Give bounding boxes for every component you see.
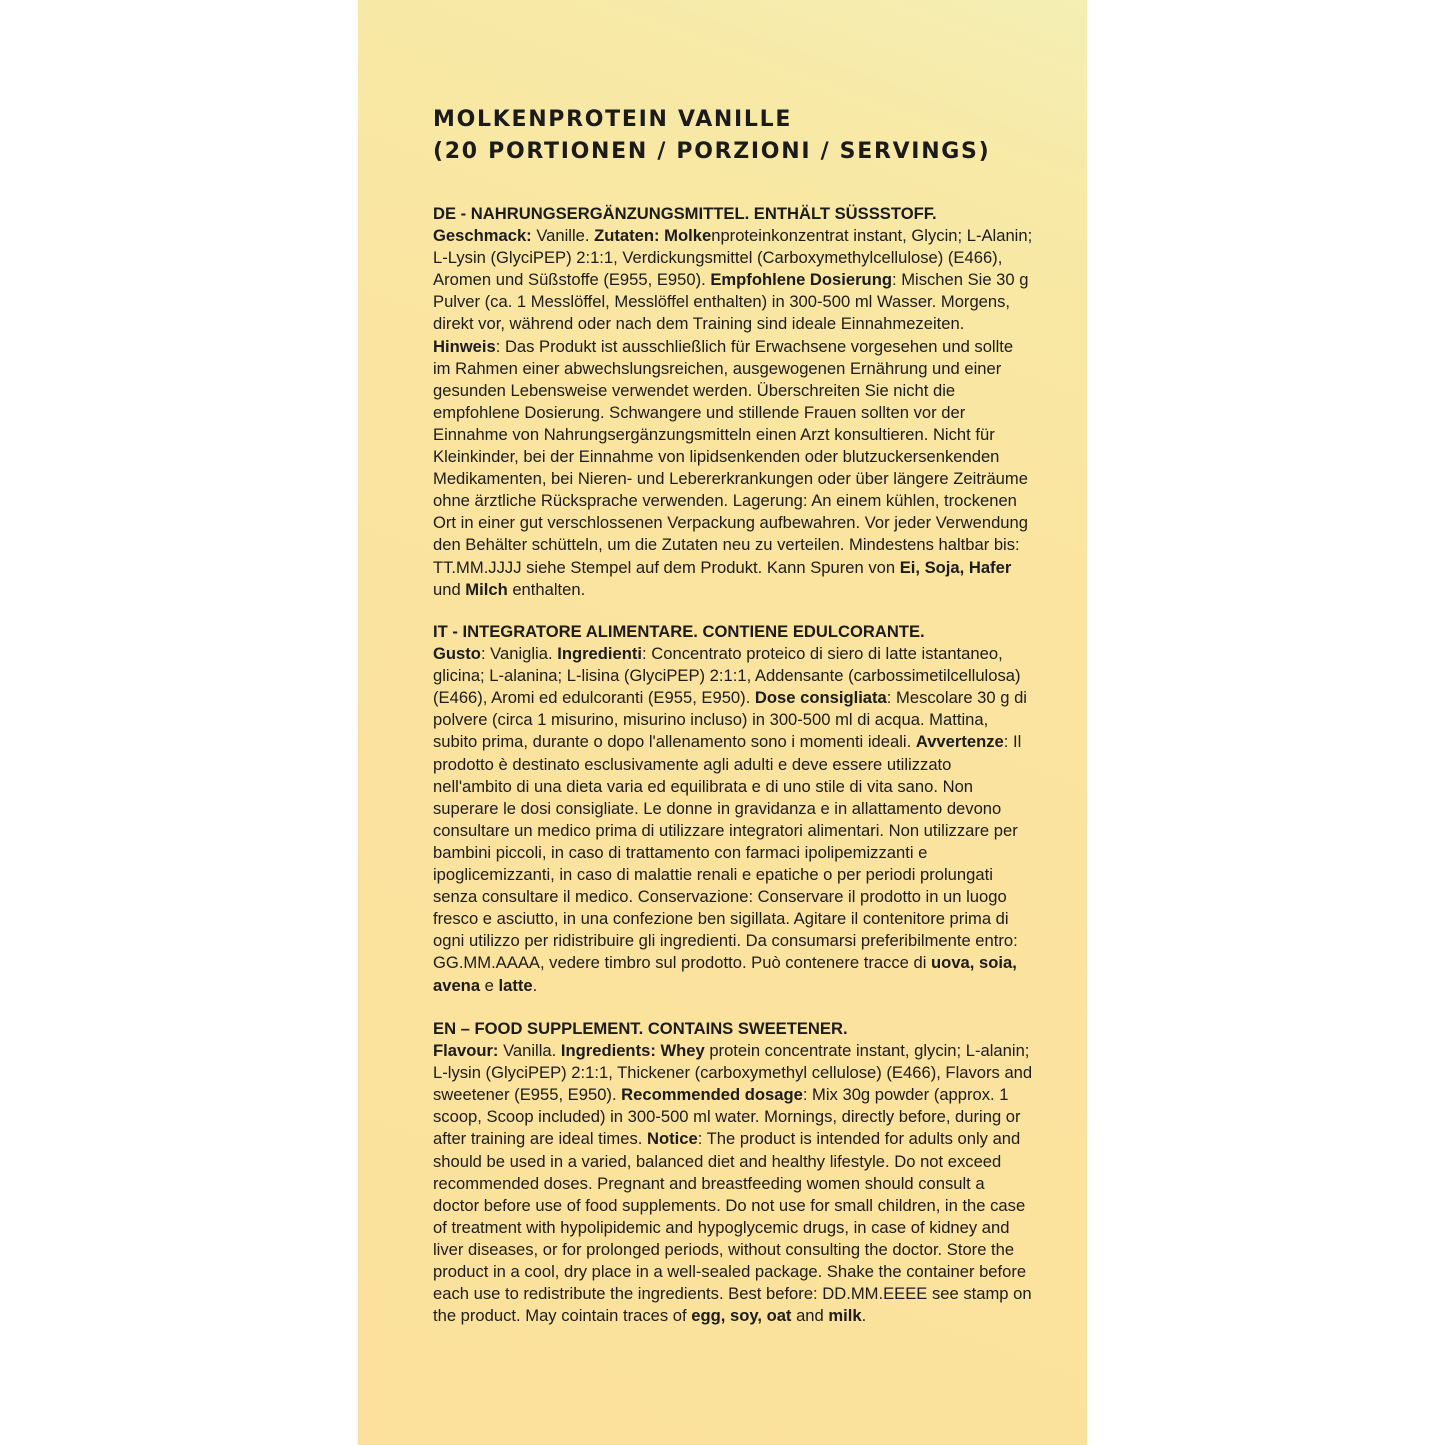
en-ingredients-key: Ingredients: Whey [560, 1041, 705, 1061]
de-dosage-text: : Mischen Sie 30 g Pulver (ca. 1 Messlöffel, Messlöffel enthalten) in 300-500 ml Wasser. Morgens, direkt vor, während oder nach dem Training sind ideale Einnahmezeiten. [433, 270, 1029, 334]
product-label-panel [358, 0, 1087, 1445]
section-it-heading: IT - INTEGRATORE ALIMENTARE. CONTIENE EDULCORANTE. [433, 622, 925, 641]
de-allergen-milk: Milch [465, 579, 508, 599]
section-en-text [433, 1040, 1033, 1327]
en-dosage-text: : Mix 30g powder (approx. 1 scoop, Scoop included) in 300-500 ml water. Mornings, directly before, during or after training are ideal times. [433, 1085, 1021, 1149]
product-title-line-2: (20 PORTIONEN / PORZIONI / SERVINGS) [433, 139, 991, 164]
en-flavour-text: Vanilla. [498, 1041, 561, 1061]
it-flavour-text: : Vaniglia. [480, 644, 558, 664]
section-en-heading: EN – FOOD SUPPLEMENT. CONTAINS SWEETENER. [433, 1019, 848, 1038]
de-closing-text: enthalten. [507, 579, 586, 599]
it-dosage-key: Dose consigliata [754, 688, 887, 708]
en-closing-text: . [861, 1306, 867, 1326]
de-allergens-joiner: und [433, 579, 466, 599]
product-title [433, 104, 1053, 168]
section-it [433, 621, 1033, 997]
en-allergens-joiner: and [791, 1306, 829, 1326]
de-notice-text: : Das Produkt ist ausschließlich für Erwachsene vorgesehen und sollte im Rahmen einer abwechslungsreichen, ausgewogenen Ernährung und einer gesunden Lebensweise verwendet werden. Überschreiten Sie nicht die empfohlene Dosierung. Schwangere und stillende Frauen sollten vor der Einnahme von Nahrungsergänzungsmitteln einen Arzt konsultieren. Nicht für Kleinkinder, bei der Einnahme von lipidsenkenden oder blutzuckersenkenden Medikamenten, bei Nieren- und Lebererkrankungen oder über längere Zeiträume ohne ärztliche Rücksprache verwenden. Lagerung: An einem kühlen, trockenen Ort in einer gut verschlossenen Verpackung aufbewahren. Vor jeder Verwendung den Behälter schütteln, um die Zutaten neu zu verteilen. Mindestens haltbar bis: TT.MM.JJJJ siehe Stempel auf dem Produkt. Kann Spuren von [433, 336, 1028, 577]
en-allergen-milk: milk [828, 1306, 862, 1326]
it-allergen-milk: latte [498, 975, 533, 995]
it-ingredients-text: : Concentrato proteico di siero di latte istantaneo, glicina; L-alanina; L-lisina (GlyciPEP) 2:1:1, Addensante (carbossimetilcellulosa) (E466), Aromi ed edulcoranti (E955, E950). [433, 644, 1021, 708]
en-flavour-key: Flavour: [433, 1041, 499, 1061]
section-de [433, 203, 1033, 601]
it-ingredients-key: Ingredienti [557, 644, 643, 664]
de-ingredients-text: nproteinkonzentrat instant, Glycin; L-Alanin; L-Lysin (GlyciPEP) 2:1:1, Verdickungsmittel (Carboxymethylcellulose) (E466), Aromen und Süßstoffe (E955, E950). [433, 226, 1033, 290]
de-flavour-text: Vanille. [531, 226, 595, 246]
de-flavour-key: Geschmack: [433, 226, 532, 246]
it-closing-text: . [532, 975, 538, 995]
product-title-line-1: MOLKENPROTEIN VANILLE [433, 107, 793, 132]
section-de-heading: DE - NAHRUNGSERGÄNZUNGSMITTEL. ENTHÄLT SÜSSSTOFF. [433, 204, 937, 223]
en-notice-key: Notice [646, 1129, 698, 1149]
de-dosage-key: Empfohlene Dosierung [710, 270, 892, 290]
de-allergens-key: Ei, Soja, Hafer [899, 557, 1012, 577]
it-notice-text: : Il prodotto è destinato esclusivamente agli adulti e deve essere utilizzato nell'ambito di una dieta varia ed equilibrata e di uno stile di vita sano. Non superare le dosi consigliate. Le donne in gravidanza e in allattamento devono consultare un medico prima di utilizzare integratori alimentari. Non utilizzare per bambini piccoli, in caso di trattamento con farmaci ipolipemizzanti e ipoglicemizzanti, in caso di malattie renali e epatiche o per periodi prolungati senza consultare il medico. Conservazione: Conservare il prodotto in un luogo fresco e asciutto, in una confezione ben sigillata. Agitare il contenitore prima di ogni utilizzo per ridistribuire gli ingredienti. Da consumarsi preferibilmente entro: GG.MM.AAAA, vedere timbro sul prodotto. Può contenere tracce di [433, 732, 1022, 973]
it-notice-key: Avvertenze [915, 732, 1004, 752]
it-allergens-key: uova, soia, avena [433, 953, 1017, 995]
en-dosage-key: Recommended dosage [621, 1085, 803, 1105]
it-allergens-joiner: e [480, 975, 499, 995]
de-ingredients-key: Zutaten: Molke [594, 226, 712, 246]
en-allergens-key: egg, soy, oat [691, 1306, 792, 1326]
en-ingredients-text: protein concentrate instant, glycin; L-alanin; L-lysin (GlyciPEP) 2:1:1, Thickener (carboxymethyl cellulose) (E466), Flavors and sweetener (E955, E950). [433, 1041, 1033, 1105]
section-it-text [433, 643, 1033, 997]
section-en [433, 1018, 1033, 1327]
it-flavour-key: Gusto [433, 644, 481, 664]
section-de-text [433, 225, 1033, 601]
it-dosage-text: : Mescolare 30 g di polvere (circa 1 misurino, misurino incluso) in 300-500 ml di acqua. Mattina, subito prima, durante o dopo l'allenamento sono i momenti ideali. [433, 688, 1027, 752]
en-notice-text: : The product is intended for adults only and should be used in a varied, balanced diet and healthy lifestyle. Do not exceed recommended doses. Pregnant and breastfeeding women should consult a doctor before use of food supplements. Do not use for small children, in the case of treatment with hypolipidemic and hypoglycemic drugs, in case of kidney and liver diseases, or for prolonged periods, without consulting the doctor. Store the product in a cool, dry place in a well-sealed package. Shake the container before each use to redistribute the ingredients. Best before: DD.MM.EEEE see stamp on the product. May cointain traces of [433, 1129, 1032, 1326]
de-notice-key: Hinweis [433, 336, 496, 356]
